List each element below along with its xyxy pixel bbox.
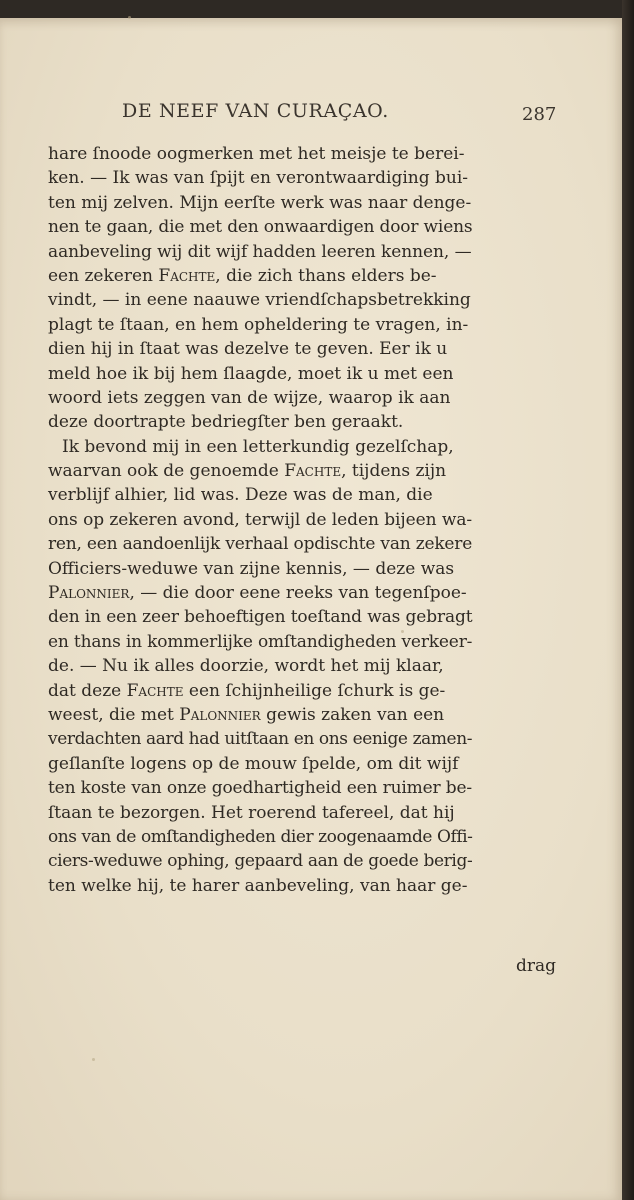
text-segment: dien hij in ſtaat was dezelve te geven. Eer ik u — [48, 339, 448, 360]
text-segment: een zekeren — [48, 265, 159, 286]
running-title: DE NEEF VAN CURAÇAO. — [122, 100, 389, 122]
text-segment: ten mij zelven. Mijn eerſte werk was naar denge- — [48, 192, 472, 213]
text-segment: Officiers-weduwe van zijne kennis, — deze was — [48, 558, 455, 579]
text-line — [48, 581, 472, 605]
text-segment: en thans in kommerlijke omſtandigheden verkeer- — [48, 631, 473, 652]
catchword: drag — [516, 956, 557, 976]
text-line — [48, 362, 472, 386]
catchword-row — [0, 954, 622, 982]
text-segment: ten koste van onze goedhartigheid een ruimer be- — [48, 778, 473, 799]
page-number: 287 — [522, 104, 557, 125]
text-segment: geſlanſte logens op de mouw ſpelde, om dit wijf — [48, 753, 459, 774]
text-line — [48, 288, 472, 312]
text-line — [48, 874, 472, 898]
text-line — [48, 215, 472, 239]
text-segment: ciers-weduwe ophing, gepaard aan de goede berig- — [48, 851, 473, 872]
body-text — [48, 142, 472, 898]
text-line — [48, 240, 472, 264]
text-segment: ten welke hij, te harer aanbeveling, van haar ge- — [48, 875, 468, 896]
text-segment: hare ſnoode oogmerken met het meisje te berei- — [48, 144, 465, 164]
text-segment: den in een zeer behoeftigen toeſtand was gebragt — [48, 607, 473, 628]
text-segment: gewis zaken van een — [260, 704, 445, 725]
name-small-caps: Palonnier — [48, 583, 130, 604]
text-segment: , die zich thans elders be- — [215, 265, 437, 286]
text-line — [48, 825, 472, 849]
text-segment: weest, die met — [48, 704, 180, 725]
text-segment: vindt, — in eene naauwe vriendſchapsbetrekking — [48, 290, 471, 311]
text-segment: ons van de omſtandigheden dier zoogenaamde Offi- — [48, 826, 473, 847]
text-segment: woord iets zeggen van de wijze, waarop ik aan — [48, 387, 451, 408]
text-line — [48, 605, 472, 629]
text-segment: waarvan ook de genoemde — [48, 461, 285, 482]
text-line — [48, 410, 472, 434]
text-line — [48, 191, 472, 215]
paper-speck — [92, 1058, 95, 1061]
text-segment: verblijf alhier, lid was. Deze was de man, die — [48, 485, 433, 506]
text-line — [48, 483, 472, 507]
page-edge-shadow — [622, 0, 634, 1200]
text-segment: deze doortrapte bedriegſter ben geraakt. — [48, 412, 404, 433]
text-segment: plagt te ſtaan, en hem opheldering te vragen, in- — [48, 314, 469, 335]
text-line — [48, 264, 472, 288]
paper-speck — [128, 16, 131, 19]
text-segment: ken. — Ik was van ſpijt en verontwaardiging bui- — [48, 168, 469, 189]
text-line — [48, 337, 472, 361]
text-line — [48, 776, 472, 800]
text-line — [48, 532, 472, 556]
text-segment: ren, een aandoenlijk verhaal opdischte van zekere — [48, 534, 473, 555]
name-small-caps: Palonnier — [179, 704, 261, 725]
text-segment: , tijdens zijn — [341, 461, 447, 482]
text-line — [48, 727, 472, 751]
text-segment: verdachten aard had uitſtaan en ons eenige zamen- — [48, 729, 473, 750]
text-segment: ſtaan te bezorgen. Het roerend tafereel, dat hij — [48, 802, 455, 823]
text-line — [48, 459, 472, 483]
text-segment: aanbeveling wij dit wijf hadden leeren kennen, — — [48, 241, 472, 262]
text-line — [48, 142, 472, 166]
text-segment: dat deze — [48, 680, 127, 701]
text-segment: Ik bevond mij in een letterkundig gezelſchap, — [62, 436, 454, 457]
text-line — [48, 557, 472, 581]
text-line — [48, 435, 472, 459]
text-line — [48, 801, 472, 825]
text-segment: de. — Nu ik alles doorzie, wordt het mij klaar, — [48, 656, 444, 677]
text-line — [48, 166, 472, 190]
name-small-caps: Fachte — [284, 461, 342, 482]
text-line — [48, 752, 472, 776]
text-segment: ons op zekeren avond, terwijl de leden bijeen wa- — [48, 509, 473, 530]
text-segment: , — die door eene reeks van tegenſpoe- — [129, 583, 467, 604]
text-line — [48, 508, 472, 532]
text-segment: nen te gaan, die met den onwaardigen door wiens — [48, 217, 473, 238]
text-line — [48, 630, 472, 654]
text-line — [48, 313, 472, 337]
text-line — [48, 703, 472, 727]
text-line — [48, 386, 472, 410]
text-segment: meld hoe ik bij hem ſlaagde, moet ik u met een — [48, 363, 454, 384]
text-segment: een ſchijnheilige ſchurk is ge- — [183, 680, 446, 701]
text-line — [48, 654, 472, 678]
page-header — [0, 92, 622, 132]
text-line — [48, 849, 472, 873]
name-small-caps: Fachte — [158, 265, 216, 286]
name-small-caps: Fachte — [126, 680, 184, 701]
text-line — [48, 679, 472, 703]
